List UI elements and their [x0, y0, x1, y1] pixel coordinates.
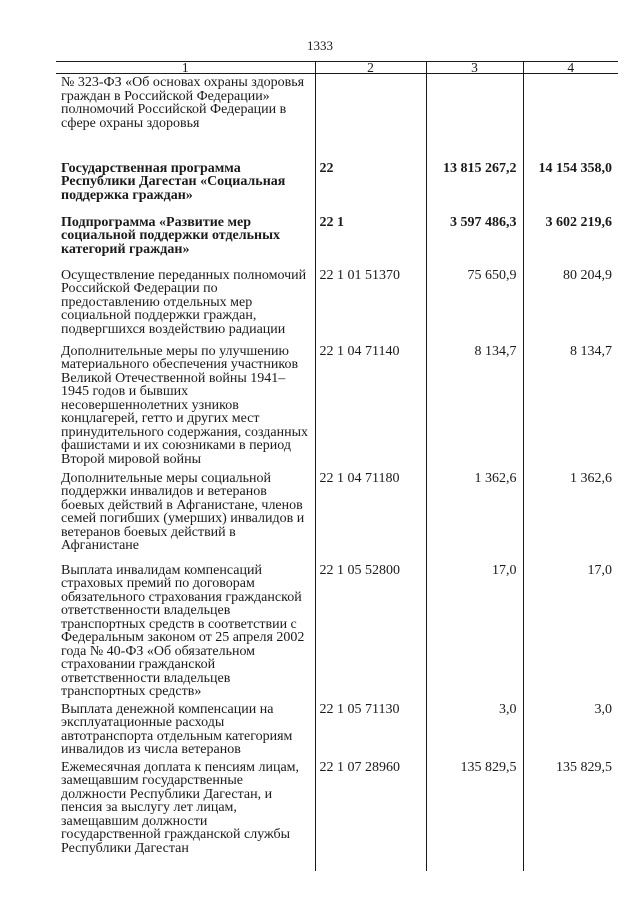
table-row	[56, 703, 618, 761]
row-value-4: 3 602 219,6	[523, 216, 618, 269]
row-name: № 323-ФЗ «Об основах охраны здоровья граждан в Российской Федерации» полномочий Российской Федерации в сфере охраны здоровья	[61, 75, 305, 131]
table-row	[56, 162, 618, 216]
row-value-3: 3,0	[426, 703, 523, 761]
table-row	[56, 472, 618, 564]
row-value-4: 17,0	[523, 564, 618, 703]
budget-table	[56, 61, 618, 871]
row-name: Осуществление переданных полномочий Российской Федерации по предоставлению отдельных мер социальной поддержки граждан, подвергшихся воздействию радиации	[61, 267, 307, 337]
column-header-2: 2	[315, 62, 426, 74]
column-header-4: 4	[523, 62, 618, 74]
row-value-3: 1 362,6	[426, 472, 523, 564]
row-value-4	[523, 74, 618, 162]
row-name: Выплата денежной компенсации на эксплуатационные расходы автотранспорта отдельным категориям инвалидов из числа ветеранов	[61, 701, 293, 757]
row-name: Выплата инвалидам компенсаций страховых премий по договорам обязательного страхования гражданской ответственности владельцев транспортных средств в соответствии с Федеральным законом от 25 апреля 2002 года № 40-ФЗ «Об обязательном страховании гражданской ответственности владельцев транспортных средств»	[61, 562, 305, 699]
row-code	[315, 74, 426, 162]
table-row	[56, 564, 618, 703]
row-value-4: 135 829,5	[523, 761, 618, 871]
row-value-4: 8 134,7	[523, 345, 618, 472]
table-body	[56, 74, 618, 871]
table-header-row	[56, 62, 618, 74]
row-code: 22 1 05 52800	[315, 564, 426, 703]
row-value-4: 1 362,6	[523, 472, 618, 564]
row-code: 22 1	[315, 216, 426, 269]
table-row	[56, 74, 618, 162]
row-value-3: 75 650,9	[426, 269, 523, 345]
row-name: Государственная программа Республики Дагестан «Социальная поддержка граждан»	[61, 160, 286, 203]
row-code: 22 1 05 71130	[315, 703, 426, 761]
column-header-1: 1	[56, 62, 315, 74]
table-row	[56, 761, 618, 871]
row-code: 22 1 04 71140	[315, 345, 426, 472]
row-name: Ежемесячная доплата к пенсиям лицам, замещавшим государственные должности Республики Дагестан, и пенсия за выслугу лет лицам, замещавшим должности государственной гражданской службы Республики Дагестан	[61, 759, 300, 856]
row-value-3	[426, 74, 523, 162]
table-row	[56, 269, 618, 345]
row-value-3: 8 134,7	[426, 345, 523, 472]
row-name: Подпрограмма «Развитие мер социальной поддержки отдельных категорий граждан»	[61, 214, 281, 257]
table-row	[56, 216, 618, 269]
row-code: 22	[315, 162, 426, 216]
row-value-3: 3 597 486,3	[426, 216, 523, 269]
row-value-3: 135 829,5	[426, 761, 523, 871]
row-code: 22 1 04 71180	[315, 472, 426, 564]
table-row	[56, 345, 618, 472]
row-value-3: 17,0	[426, 564, 523, 703]
row-value-4: 80 204,9	[523, 269, 618, 345]
column-header-3: 3	[426, 62, 523, 74]
row-code: 22 1 07 28960	[315, 761, 426, 871]
row-value-4: 14 154 358,0	[523, 162, 618, 216]
row-value-4: 3,0	[523, 703, 618, 761]
row-name: Дополнительные меры по улучшению материального обеспечения участников Великой Отечественной войны 1941–1945 годов и бывших несовершеннолетних узников концлагерей, гетто и других мест принудительного содержания, созданных фашистами и их союзниками в период Второй мировой войны	[61, 343, 308, 467]
row-value-3: 13 815 267,2	[426, 162, 523, 216]
page-number: 1333	[307, 38, 333, 53]
row-name: Дополнительные меры социальной поддержки инвалидов и ветеранов боевых действий в Афганистане, членов семей погибших (умерших) инвалидов и ветеранов боевых действий в Афганистане	[61, 470, 305, 553]
row-code: 22 1 01 51370	[315, 269, 426, 345]
